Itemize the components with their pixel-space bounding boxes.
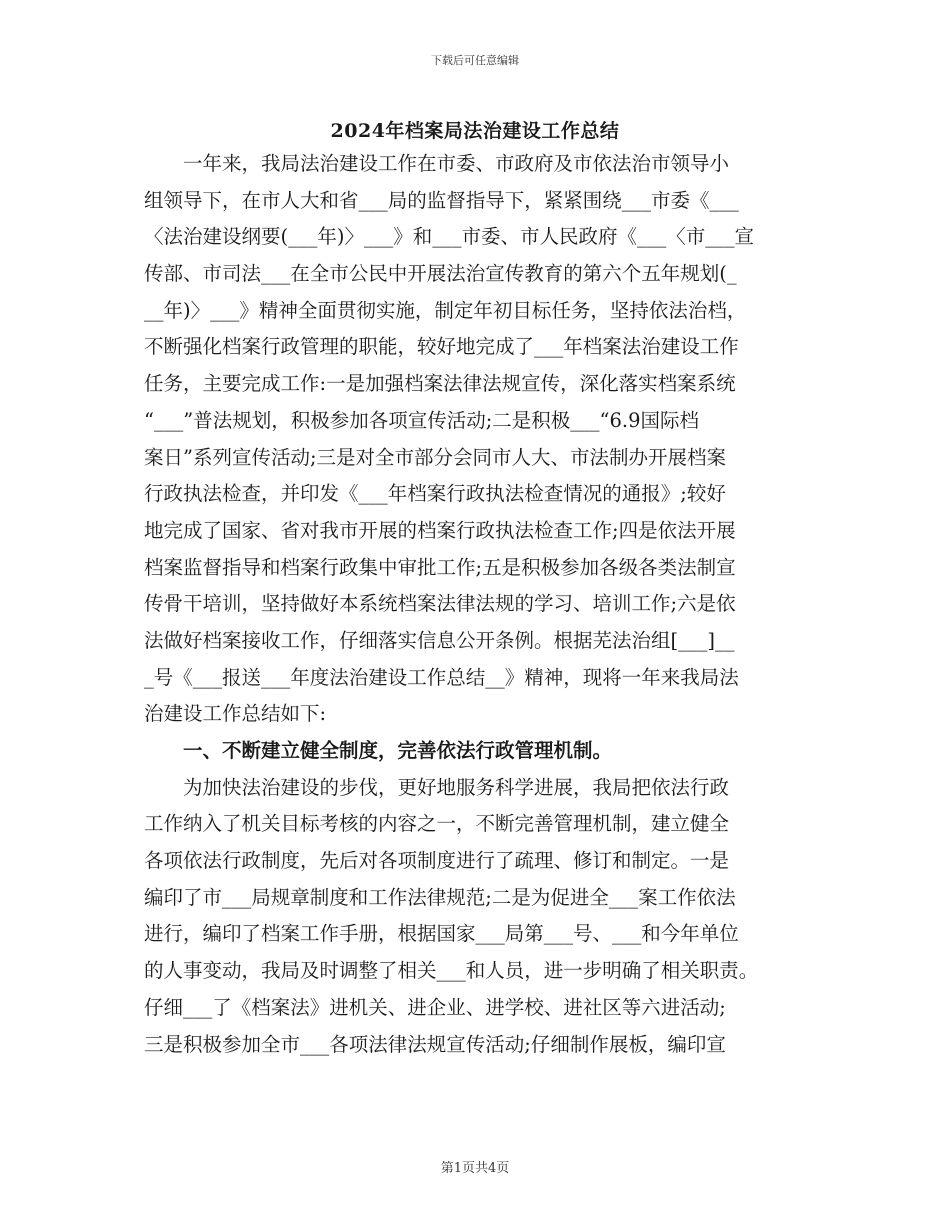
paragraph-line: 组领导下，在市人大和省___局的监督指导下，紧紧围绕___市委《___ (144, 188, 739, 212)
page-header: 下载后可任意编辑 (431, 54, 519, 67)
paragraph-line: 进行，编印了档案工作手册，根据国家___局第___号、___和今年单位 (144, 922, 739, 946)
paragraph-line: 不断强化档案行政管理的职能，较好地完成了___年档案法治建设工作 (144, 335, 739, 359)
page-footer: 第1页共4页 (440, 1161, 510, 1176)
paragraph-line: _号《___报送___年度法治建设工作总结__》精神，现将一年来我局法 (144, 665, 739, 689)
paragraph-line: 传骨干培训，坚持做好本系统档案法律法规的学习、培训工作;六是依 (144, 592, 736, 616)
paragraph-line: 案日”系列宣传活动;三是对全市部分会同市人大、市法制办开展档案 (144, 445, 727, 469)
paragraph-line: 任务，主要完成工作:一是加强档案法律法规宣传，深化落实档案系统 (144, 372, 736, 396)
paragraph-line: 〈法治建设纲要(___年)〉___》和___市委、市人民政府《___〈市___宣 (144, 225, 754, 249)
paragraph-line: 治建设工作总结如下: (144, 702, 327, 726)
paragraph-line: 档案监督指导和档案行政集中审批工作;五是积极参加各级各类法制宣 (144, 555, 736, 579)
document-title: 2024年档案局法治建设工作总结 (330, 120, 620, 142)
paragraph-line: 传部、市司法___在全市公民中开展法治宣传教育的第六个五年规划(_ (144, 262, 737, 286)
paragraph-line: 三是积极参加全市___各项法律法规宣传活动;仔细制作展板，编印宣 (144, 1032, 726, 1056)
paragraph-line: 一年来，我局法治建设工作在市委、市政府及市依法治市领导小 (183, 152, 730, 175)
paragraph-line: 法做好档案接收工作，仔细落实信息公开条例。根据芜法治组[___]__ (144, 628, 735, 652)
paragraph-line: __年)〉___》精神全面贯彻实施，制定年初目标任务，坚持依法治档， (144, 298, 747, 322)
paragraph-line: 的人事变动，我局及时调整了相关___和人员，进一步明确了相关职责。 (144, 959, 759, 983)
document-body (144, 146, 824, 1063)
paragraph-line: 为加快法治建设的步伐，更好地服务科学进展，我局把依法行政 (183, 775, 730, 799)
section-heading: 一、不断建立健全制度，完善依法行政管理机制。 (183, 739, 613, 762)
paragraph-line: 各项依法行政制度，先后对各项制度进行了疏理、修订和制定。一是 (144, 849, 730, 873)
paragraph-line: 工作纳入了机关目标考核的内容之一，不断完善管理机制，建立健全 (144, 812, 730, 836)
paragraph-line: 编印了市___局规章制度和工作法律规范;二是为促进全___案工作依法 (144, 885, 736, 909)
paragraph-line: 行政执法检查，并印发《___年档案行政执法检查情况的通报》;较好 (144, 482, 726, 506)
paragraph-line: “___”普法规划，积极参加各项宣传活动;二是积极___“6.9国际档 (144, 408, 699, 432)
paragraph-line: 地完成了国家、省对我市开展的档案行政执法检查工作;四是依法开展 (144, 518, 736, 542)
paragraph-line: 仔细___了《档案法》进机关、进企业、进学校、进社区等六进活动; (144, 995, 726, 1019)
